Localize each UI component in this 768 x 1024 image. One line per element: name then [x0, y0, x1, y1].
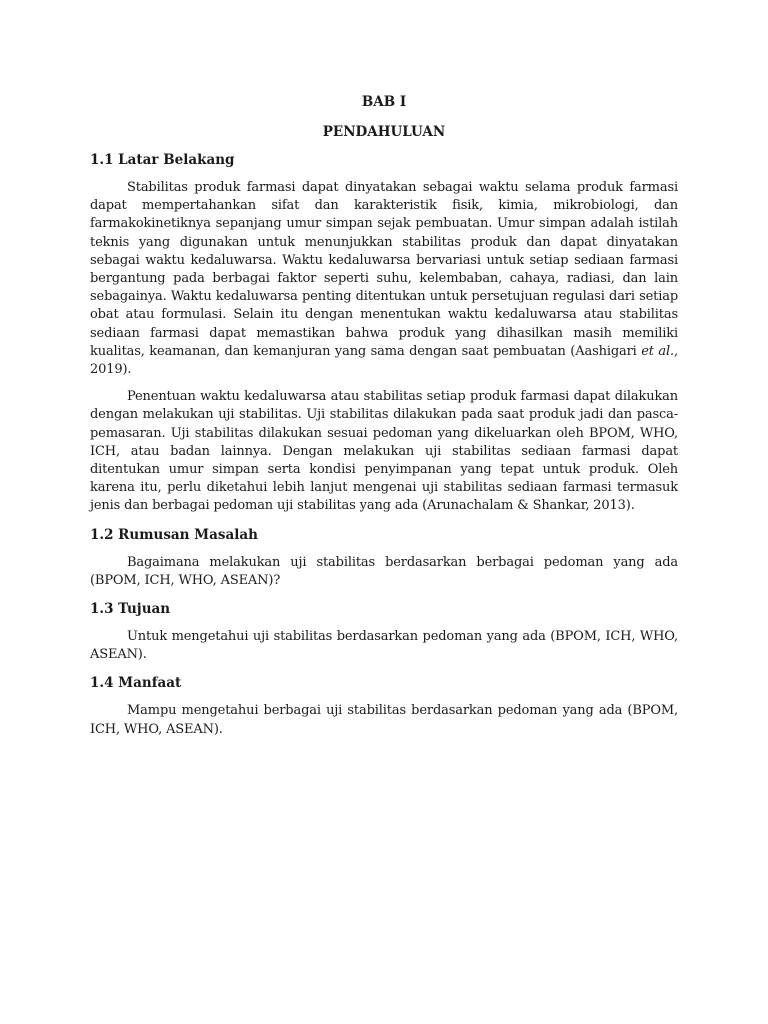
section-heading-latar-belakang: 1.1 Latar Belakang: [90, 152, 235, 168]
chapter-label: BAB I: [361, 94, 407, 110]
paragraph-latar-belakang-2: Penentuan waktu kedaluwarsa atau stabilitas setiap produk farmasi dapat dilakukan dengan melakukan uji stabilitas. Uji stabilitas dilakukan pada saat produk jadi dan pasca-pemasaran. Uji stabilitas dilakukan sesuai pedoman yang dikeluarkan oleh BPOM, WHO, ICH, atau badan lainnya. Dengan melakukan uji stabilitas sediaan farmasi dapat ditentukan umur simpan serta kondisi penyimpanan yang tepat untuk produk. Oleh karena itu, perlu diketahui lebih lanjut mengenai uji stabilitas sediaan farmasi termasuk jenis dan berbagai pedoman uji stabilitas yang ada (Arunachalam & Shankar, 2013).: [90, 389, 678, 514]
paragraph-manfaat: Mampu mengetahui berbagai uji stabilitas berdasarkan pedoman yang ada (BPOM, ICH, WHO, ASEAN).: [90, 703, 678, 737]
paragraph-text: Stabilitas produk farmasi dapat dinyatakan sebagai waktu selama produk farmasi dapat mempertahankan sifat dan karakteristik fisik, kimia, mikrobiologi, dan farmakokinetiknya sepanjang umur simpan sejak pembuatan. Umur simpan adalah istilah teknis yang digunakan untuk menunjukkan stabilitas produk dan dapat dinyatakan sebagai waktu kedaluwarsa. Waktu kedaluwarsa bervariasi untuk setiap sediaan farmasi bergantung pada berbagai faktor seperti suhu, kelembaban, cahaya, radiasi, dan lain sebagainya. Waktu kedaluwarsa penting ditentukan untuk persetujuan regulasi dari setiap obat atau formulasi. Selain itu dengan menentukan waktu kedaluwarsa atau stabilitas sediaan farmasi dapat memastikan bahwa produk yang dihasilkan masih memiliki kualitas, keamanan, dan kemanjuran yang sama dengan saat pembuatan (Aashigari: [90, 180, 678, 359]
paragraph-rumusan-masalah: Bagaimana melakukan uji stabilitas berdasarkan berbagai pedoman yang ada (BPOM, ICH, WHO, ASEAN)?: [90, 554, 678, 588]
italic-citation: et al.: [641, 343, 675, 359]
page-content: [90, 93, 678, 739]
section-heading-tujuan: 1.3 Tujuan: [90, 601, 171, 618]
section-heading-manfaat: 1.4 Manfaat: [90, 675, 182, 692]
section-heading-rumusan-masalah: 1.2 Rumusan Masalah: [90, 526, 258, 543]
paragraph-tujuan: Untuk mengetahui uji stabilitas berdasarkan pedoman yang ada (BPOM, ICH, WHO, ASEAN).: [90, 629, 678, 663]
paragraph-latar-belakang-1: [90, 179, 678, 379]
paragraph-text-end: , 2019).: [90, 343, 678, 378]
chapter-title: PENDAHULUAN: [322, 124, 446, 140]
